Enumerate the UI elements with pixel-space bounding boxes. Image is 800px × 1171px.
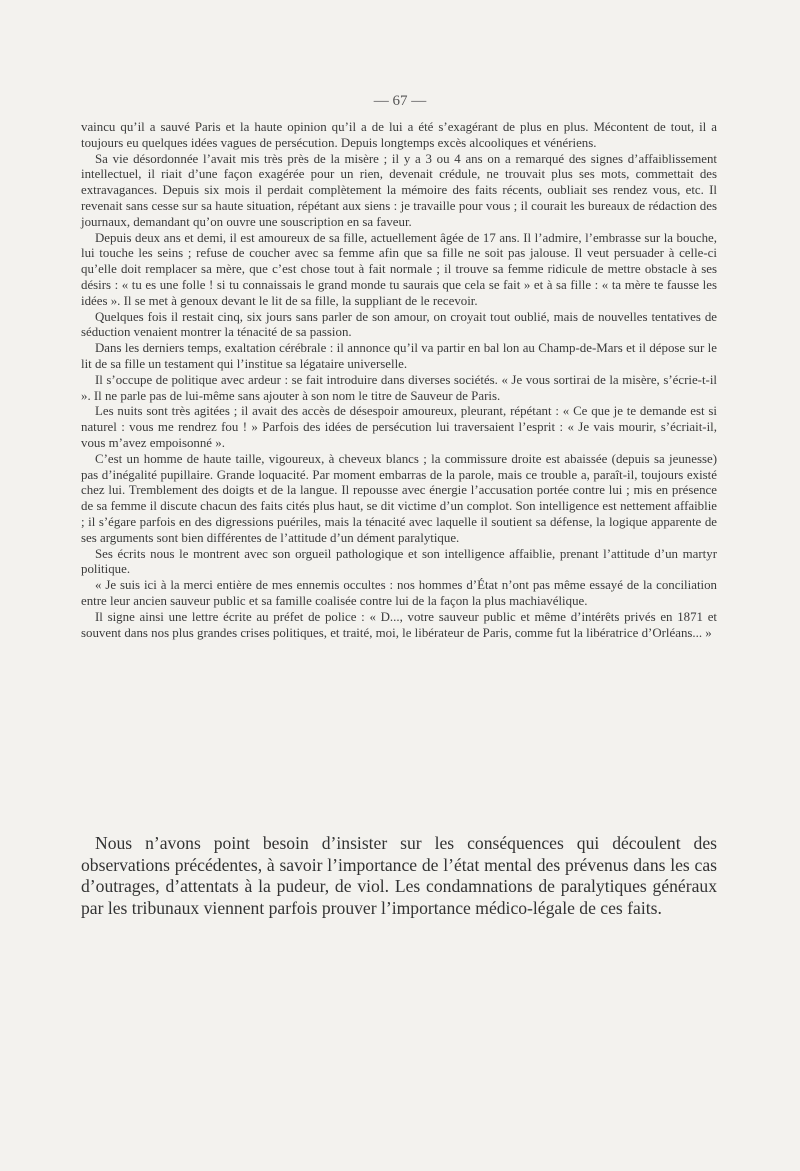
- paragraph: Depuis deux ans et demi, il est amoureux de sa fille, actuellement âgée de 17 ans. Il l’admire, l’embrasse sur la bouche, lui touche les seins ; refuse de coucher avec sa femme afin que sa fille ne soit pas jalouse. Il veut persuader à celle-ci qu’elle doit remplacer sa mère, que c’est chose tout à fait normale ; il trouve sa femme ridicule de mettre obstacle à ses désirs : « tu es une folle ! si tu connaissais le grand monde tu saurais que cela se fait » et à sa fille : « ta mère te fausse les idées ». Il se met à genoux devant le lit de sa fille, la suppliant de le recevoir.: [81, 230, 717, 308]
- paragraph: Ses écrits nous le montrent avec son orgueil pathologique et son intelligence affaiblie, prenant l’attitude d’un martyr politique.: [81, 546, 717, 577]
- paragraph: « Je suis ici à la merci entière de mes ennemis occultes : nos hommes d’État n’ont pas même essayé de la conciliation entre leur ancien sauveur public et sa famille coalisée contre lui de la façon la plus machiavélique.: [81, 578, 717, 608]
- paragraph: Il s’occupe de politique avec ardeur : se fait introduire dans diverses sociétés. « Je vous sortirai de la misère, s’écrie-t-il ». Il ne parle pas de lui-même sans ajouter à son nom le titre de Sauveur de Paris.: [81, 372, 717, 403]
- conclusion-paragraph: Nous n’avons point besoin d’insister sur les conséquences qui découlent des observations précédentes, à savoir l’importance de l’état mental des prévenus dans les cas d’outrages, d’attentats à la pudeur, de viol. Les condamnations de paralytiques généraux par les tribunaux viennent parfois prouver l’importance médico-légale de ces faits.: [81, 833, 717, 918]
- conclusion-text: [81, 833, 717, 919]
- paragraph: Dans les derniers temps, exaltation cérébrale : il annonce qu’il va partir en bal lon au Champ-de-Mars et il dépose sur le lit de sa fille un testament qui l’institue sa légataire universelle.: [81, 341, 717, 371]
- paragraph: vaincu qu’il a sauvé Paris et la haute opinion qu’il a de lui a été s’exagérant de plus en plus. Mécontent de tout, il a toujours eu quelques idées vagues de persécution. Depuis longtemps excès alcooliques et vénériens.: [81, 120, 717, 150]
- paragraph: Quelques fois il restait cinq, six jours sans parler de son amour, on croyait tout oublié, mais de nouvelles tentatives de séduction venaient montrer la ténacité de sa passion.: [81, 309, 717, 340]
- paragraph: Il signe ainsi une lettre écrite au préfet de police : « D..., votre sauveur public et même d’intérêts privés en 1871 et souvent dans nos plus grandes crises politiques, et traité, moi, le libérateur de Paris, comme fut la libératrice d’Orléans... »: [81, 609, 717, 640]
- paragraph: Sa vie désordonnée l’avait mis très près de la misère ; il y a 3 ou 4 ans on a remarqué des signes d’affaiblissement intellectuel, il riait d’une façon exagérée pour un rien, devenait crédule, ne trouvait plus ses mots, commettait des extravagances. Depuis six mois il perdait complètement la mémoire des faits récents, oubliait ses rendez vous, etc. Il revenait sans cesse sur sa haute situation, répétant aux siens : je travaille pour vous ; il courait les bureaux de rédaction des journaux, demandant qu’on ouvre une souscription en sa faveur.: [81, 151, 717, 229]
- case-report-text: [81, 120, 717, 641]
- page-number: — 67 —: [373, 93, 427, 109]
- paragraph: C’est un homme de haute taille, vigoureux, à cheveux blancs ; la commissure droite est abaissée (depuis sa jeunesse) pas d’inégalité pupillaire. Grande loquacité. Par moment embarras de la parole, mais ce trouble a, paraît-il, toujours existé chez lui. Tremblement des doigts et de la langue. Il repousse avec énergie l’accusation portée contre lui ; mis en présence de sa femme il discute chacun des faits cités plus haut, se dit victime d’un complot. Son intelligence est nettement affaiblie ; il s’égare parfois en des digressions puériles, mais la ténacité avec laquelle il soutient sa défense, la logique apparente de ses arguments sont bien différentes de l’attitude d’un dément paralytique.: [81, 451, 717, 545]
- paragraph: Les nuits sont très agitées ; il avait des accès de désespoir amoureux, pleurant, répétant : « Ce que je te demande est si naturel : vous me rendrez fou ! » Parfois des idées de persécution lui traversaient l’esprit : « Je vais mourir, s’écriait-il, vous m’avez empoisonné ».: [81, 404, 717, 450]
